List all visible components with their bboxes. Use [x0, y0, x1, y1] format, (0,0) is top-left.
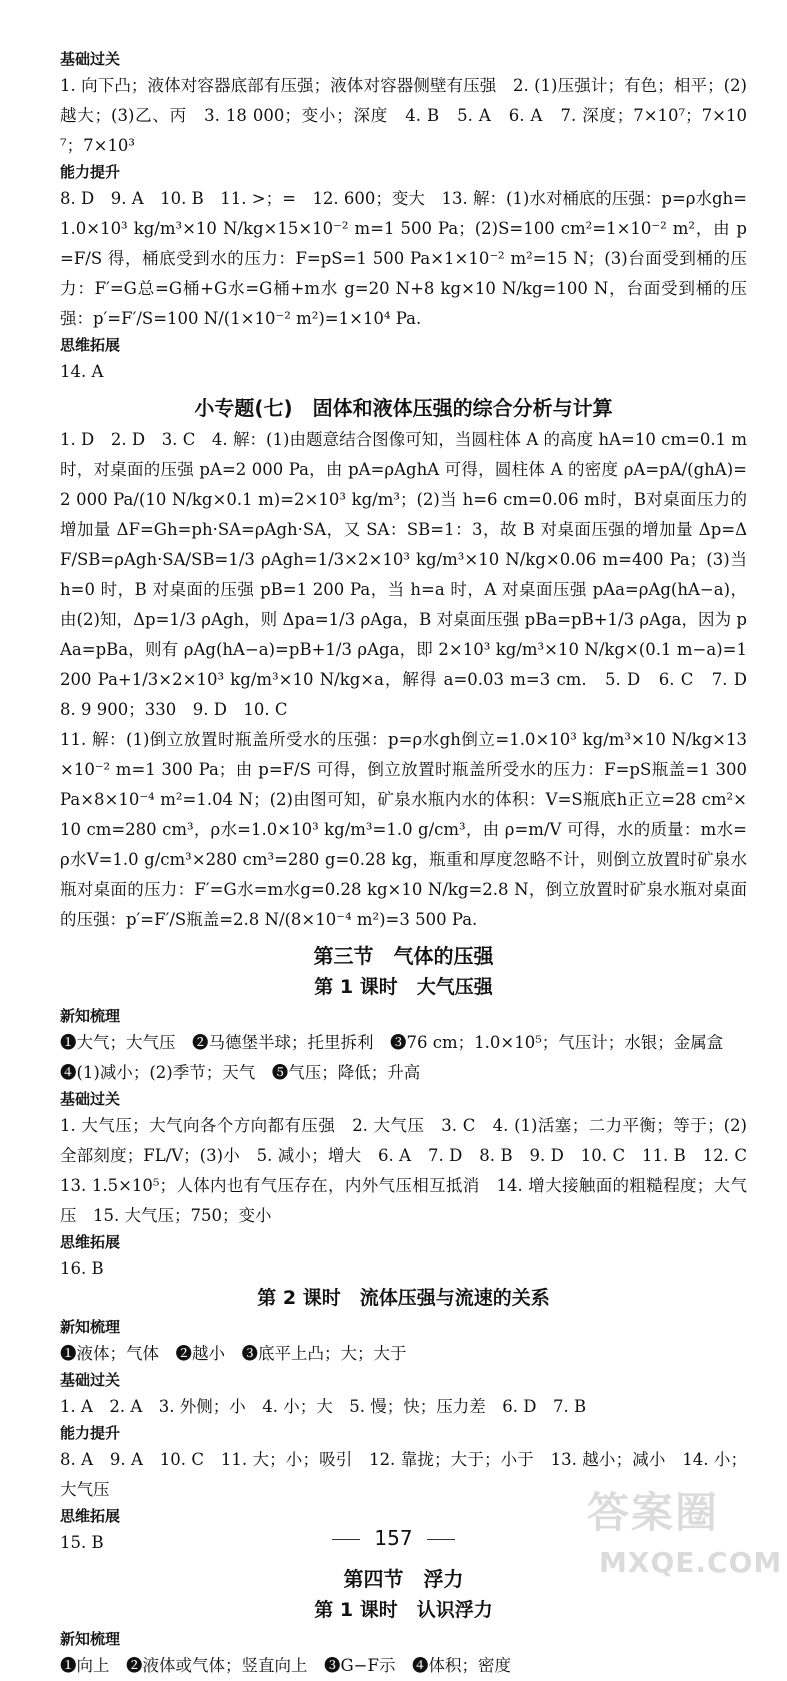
answer-paragraph: 8. D 9. A 10. B 11. >；= 12. 600；变大 13. 解：(1)水对桶底的压强：p=ρ水gh=1.0×10³ kg/m³×10 N/kg×15×10⁻² m=1 500 Pa；(2)S=100 cm²=1×10⁻² m²，由 p=F/S 得，桶底受到水的压力：F=pS=1 500 Pa×1×10⁻² m²=15 N；(3)台面受到桶的压力：F′=G总=G桶+G水=G桶+m水 g=20 N+8 kg×10 N/kg=100 N，台面受到桶的压强：p′=F′/S=100 N/(1×10⁻² m²)=1×10⁴ Pa. [60, 189, 747, 328]
section-heading: 基础过关 [60, 1090, 121, 1108]
section-heading: 基础过关 [60, 1371, 121, 1389]
watermark-text: 答案圈 [587, 1488, 720, 1537]
answer-paragraph: ❹(1)减小；(2)季节；天气 ❺气压；降低；升高 [60, 1063, 421, 1082]
footer-dash-right [427, 1539, 455, 1540]
watermark-url: MXQE.COM [599, 1546, 783, 1579]
footer-dash-left [332, 1539, 360, 1540]
answer-paragraph: ❶大气；大气压 ❷马德堡半球；托里拆利 ❸76 cm；1.0×10⁵；气压计；水银；金属盒 [60, 1033, 724, 1052]
answer-paragraph: ❶液体；气体 ❷越小 ❸底平上凸；大；大于 [60, 1344, 407, 1363]
answer-paragraph: 16. B [60, 1259, 104, 1278]
section-heading: 思维拓展 [60, 1233, 121, 1251]
page-number: 157 [374, 1526, 413, 1550]
section-heading: 能力提升 [60, 163, 121, 181]
lesson-title: 第 1 课时 认识浮力 [314, 1599, 493, 1621]
answer-paragraph: 14. A [60, 362, 104, 381]
section-heading: 能力提升 [60, 1424, 121, 1442]
lesson-title: 第 1 课时 大气压强 [314, 976, 493, 998]
answer-paragraph: 11. 解：(1)倒立放置时瓶盖所受水的压强：p=ρ水gh倒立=1.0×10³ kg/m³×10 N/kg×13×10⁻² m=1 300 Pa；由 p=F/S 可得，倒立放置时瓶盖所受水的压力：F=pS瓶盖=1 300 Pa×8×10⁻⁴ m²=1.04 N；(2)由图可知，矿泉水瓶内水的体积：V=S瓶底h正立=28 cm²×10 cm=280 cm³，ρ水=1.0×10³ kg/m³=1.0 g/cm³，由 ρ=m/V 可得，水的质量：m水=ρ水V=1.0 g/cm³×280 cm³=280 g=0.28 kg，瓶重和厚度忽略不计，则倒立放置时矿泉水瓶对桌面的压力：F′=G水=m水g=0.28 kg×10 N/kg=2.8 N，倒立放置时矿泉水瓶对桌面的压强：p′=F′/S瓶盖=2.8 N/(8×10⁻⁴ m²)=3 500 Pa. [60, 730, 747, 929]
section-heading: 思维拓展 [60, 336, 121, 354]
answer-paragraph: 8. A 9. A 10. C 11. 大；小；吸引 12. 靠拢；大于；小于 13. 越小；减小 14. 小；大气压 [60, 1450, 747, 1499]
answer-paragraph: 1. 向下凸；液体对容器底部有压强；液体对容器侧壁有压强 2. (1)压强计；有色；相平；(2)越大；(3)乙、丙 3. 18 000；变小；深度 4. B 5. A 6. A 7. 深度；7×10⁷；7×10⁷；7×10³ [60, 76, 747, 155]
lesson-title: 第 2 课时 流体压强与流速的关系 [257, 1287, 550, 1309]
chapter-title: 第四节 浮力 [343, 1567, 464, 1591]
section-heading: 思维拓展 [60, 1507, 121, 1525]
section-heading: 新知梳理 [60, 1318, 121, 1336]
answer-paragraph: ❶向上 ❷液体或气体；竖直向上 ❸G−F示 ❹体积；密度 [60, 1656, 511, 1675]
watermark-logo [577, 1478, 783, 1590]
answer-paragraph: 1. A 2. A 3. 外侧；小 4. 小；大 5. 慢；快；压力差 6. D 7. B [60, 1397, 587, 1416]
chapter-title: 小专题(七) 固体和液体压强的综合分析与计算 [194, 396, 613, 420]
chapter-title: 第三节 气体的压强 [313, 944, 494, 968]
section-heading: 基础过关 [60, 50, 121, 68]
answer-paragraph: 15. B [60, 1533, 104, 1552]
answer-content [60, 48, 764, 1681]
section-heading: 新知梳理 [60, 1630, 121, 1648]
answer-paragraph: 1. 大气压；大气向各个方向都有压强 2. 大气压 3. C 4. (1)活塞；二力平衡；等于；(2)全部刻度；FL/V；(3)小 5. 减小；增大 6. A 7. D 8. B 9. D 10. C 11. B 12. C 13. 1.5×10⁵；人体内也有气压存在，内外气压相互抵消 14. 增大接触面的粗糙程度；大气压 15. 大气压；750；变小 [60, 1116, 764, 1225]
answer-paragraph: 1. D 2. D 3. C 4. 解：(1)由题意结合图像可知，当圆柱体 A 的高度 hA=10 cm=0.1 m时，对桌面的压强 pA=2 000 Pa，由 pA=ρAghA 可得，圆柱体 A 的密度 ρA=pA/(ghA)=2 000 Pa/(10 N/kg×0.1 m)=2×10³ kg/m³；(2)当 h=6 cm=0.06 m时，B对桌面压力的增加量 ΔF=Gh=ph·SA=ρAgh·SA，又 SA：SB=1：3，故 B 对桌面压强的增加量 Δp=ΔF/SB=ρAgh·SA/SB=1/3 ρAgh=1/3×2×10³ kg/m³×10 N/kg×0.06 m=400 Pa；(3)当 h=0 时，B 对桌面的压强 pB=1 200 Pa，当 h=a 时，A 对桌面压强 pAa=ρAg(hA−a)，由(2)知，Δp=1/3 ρAgh，则 Δpa=1/3 ρAga，B 对桌面压强 pBa=pB+1/3 ρAga，因为 pAa=pBa，则有 ρAg(hA−a)=pB+1/3 ρAga，即 2×10³ kg/m³×10 N/kg×(0.1 m−a)=1 200 Pa+1/3×2×10³ kg/m³×10 N/kg×a，解得 a=0.03 m=3 cm. 5. D 6. C 7. D 8. 9 900；330 9. D 10. C [60, 430, 764, 719]
section-heading: 新知梳理 [60, 1007, 121, 1025]
